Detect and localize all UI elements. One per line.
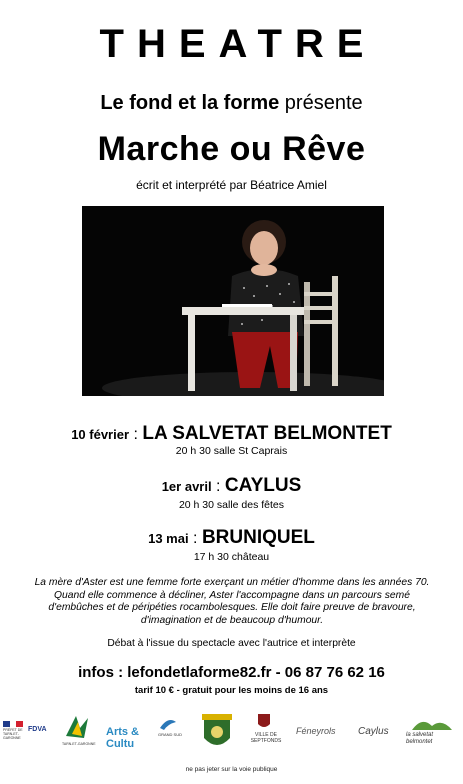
- date-label: 13 mai: [148, 531, 189, 546]
- shield-icon: [202, 714, 232, 752]
- synopsis-text: La mère d'Aster est une femme forte exerçant un métier d'homme dans les années 70. Quand elle commence à décliner, Aster l'accompagne dans un parcours semé d'embûches et de péripéties rocambolesques. Elle doit faire preuve de bravoure, d'imagination et de beaucoup d'humour.: [34, 577, 430, 627]
- arts-culture-logo: Arts & Cultu: [106, 726, 140, 750]
- presents-word: présente: [279, 92, 363, 114]
- actress-at-table-illustration: [82, 206, 384, 396]
- footnote: ne pas jeter sur la voie publique: [185, 766, 278, 773]
- debate-note: Débat à l'issue du spectacle avec l'autrice et interprète: [107, 638, 356, 649]
- venue-name: CAYLUS: [224, 475, 302, 496]
- tarn-garonne-logo: TARN-ET-GARONNE: [62, 714, 96, 754]
- company-name: Le fond et la forme: [100, 92, 280, 114]
- department-emblem-icon: [62, 714, 92, 740]
- caylus-logo: Caylus: [358, 726, 389, 737]
- poster-title: THEATRE: [99, 22, 377, 66]
- date-separator: :: [129, 426, 143, 443]
- date-label: 1er avril: [161, 479, 212, 494]
- bird-icon: [158, 714, 178, 732]
- venue-details: 20 h 30 salle St Caprais: [175, 445, 288, 457]
- flag-icon: [3, 715, 23, 727]
- grand-sud-logo: GRAND SUD: [158, 714, 192, 754]
- date-row-caylus: [0, 475, 463, 497]
- venue-details: 17 h 30 château: [193, 551, 270, 563]
- show-title: Marche ou Rêve: [97, 130, 366, 168]
- venue-details: 20 h 30 salle des fêtes: [178, 499, 285, 511]
- prefet-logo: PRÉFET DE TARN-ET-GARONNE: [3, 714, 25, 754]
- price-info: tarif 10 € - gratuit pour les moins de 16 ans: [134, 685, 329, 696]
- date-separator: :: [188, 530, 202, 547]
- crest-icon: [258, 714, 270, 730]
- presenter-line: [0, 92, 463, 115]
- date-row-salvetat: [0, 423, 463, 445]
- date-row-bruniquel: [0, 527, 463, 549]
- venue-name: BRUNIQUEL: [201, 527, 315, 548]
- fdva-logo: FDVA: [28, 726, 47, 733]
- salvetat-logo: la salvetat belmontet: [406, 714, 460, 754]
- coat-of-arms-logo: [202, 714, 232, 754]
- date-separator: :: [211, 478, 225, 495]
- hills-icon: [412, 716, 452, 730]
- septfonds-logo: VILLE DE SEPTFONDS: [246, 714, 286, 754]
- sponsor-logos: [0, 714, 463, 756]
- performance-photo: [82, 206, 384, 396]
- date-label: 10 février: [71, 427, 130, 442]
- venue-name: LA SALVETAT BELMONTET: [142, 423, 392, 444]
- credit-line: écrit et interprété par Béatrice Amiel: [136, 178, 327, 192]
- contact-info: infos : lefondetlaforme82.fr - 06 87 76 62 16: [78, 664, 385, 681]
- feneyrols-logo: Féneyrols: [296, 726, 336, 736]
